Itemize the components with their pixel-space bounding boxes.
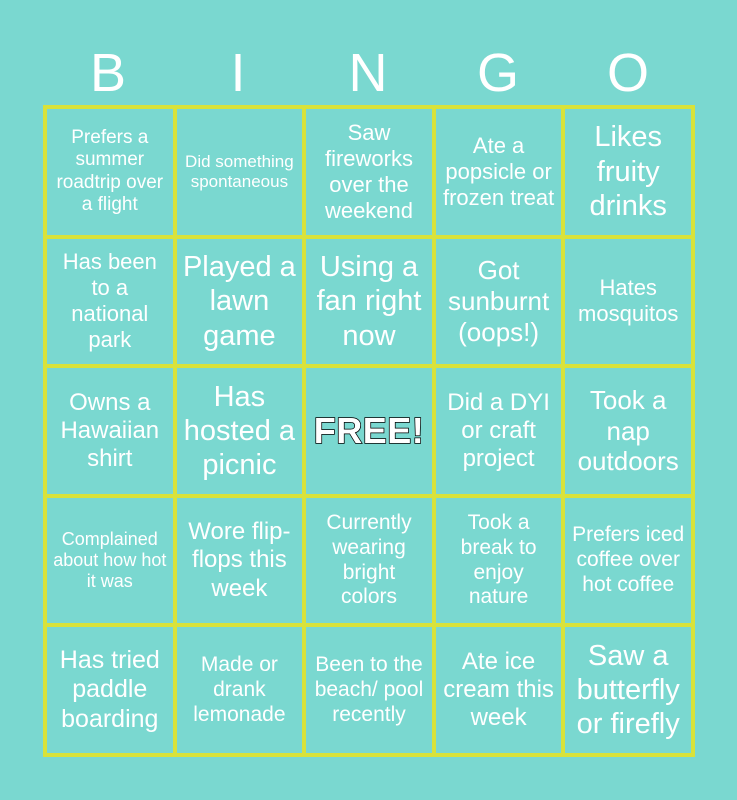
header-letter-b: B: [89, 43, 127, 103]
bingo-cell[interactable]: Played a lawn game: [175, 237, 305, 367]
bingo-cell[interactable]: Took a break to enjoy nature: [434, 496, 564, 626]
header-letter-o: O: [606, 43, 649, 103]
bingo-cell[interactable]: Currently wearing bright colors: [304, 496, 434, 626]
bingo-cell[interactable]: Owns a Hawaiian shirt: [45, 366, 175, 496]
bingo-cell[interactable]: Saw fireworks over the weekend: [304, 107, 434, 237]
bingo-cell[interactable]: Likes fruity drinks: [563, 107, 693, 237]
header-letter-i: I: [230, 43, 246, 103]
bingo-cell[interactable]: Has tried paddle boarding: [45, 625, 175, 755]
bingo-cell[interactable]: Took a nap outdoors: [563, 366, 693, 496]
bingo-cell[interactable]: Got sunburnt (oops!): [434, 237, 564, 367]
free-space[interactable]: [304, 366, 434, 496]
header-letter-n: N: [348, 43, 388, 103]
bingo-cell[interactable]: Did a DYI or craft project: [434, 366, 564, 496]
bingo-cell[interactable]: Ate a popsicle or frozen treat: [434, 107, 564, 237]
bingo-cell[interactable]: Saw a butterfly or firefly: [563, 625, 693, 755]
bingo-cell[interactable]: Been to the beach/ pool recently: [304, 625, 434, 755]
bingo-cell[interactable]: Wore flip-flops this week: [175, 496, 305, 626]
bingo-cell[interactable]: Using a fan right now: [304, 237, 434, 367]
bingo-cell[interactable]: Did something spontaneous: [175, 107, 305, 237]
free-space-label: FREE!: [313, 409, 425, 451]
bingo-cell[interactable]: Made or drank lemonade: [175, 625, 305, 755]
bingo-cell[interactable]: Ate ice cream this week: [434, 625, 564, 755]
bingo-cell[interactable]: Complained about how hot it was: [45, 496, 175, 626]
bingo-header: [43, 40, 693, 106]
bingo-cell[interactable]: Has hosted a picnic: [175, 366, 305, 496]
bingo-cell[interactable]: Prefers iced coffee over hot coffee: [563, 496, 693, 626]
bingo-cell[interactable]: Hates mosquitos: [563, 237, 693, 367]
header-letter-g: G: [476, 43, 519, 103]
bingo-cell[interactable]: Prefers a summer roadtrip over a flight: [45, 107, 175, 237]
bingo-cell[interactable]: Has been to a national park: [45, 237, 175, 367]
bingo-board: [43, 105, 695, 757]
